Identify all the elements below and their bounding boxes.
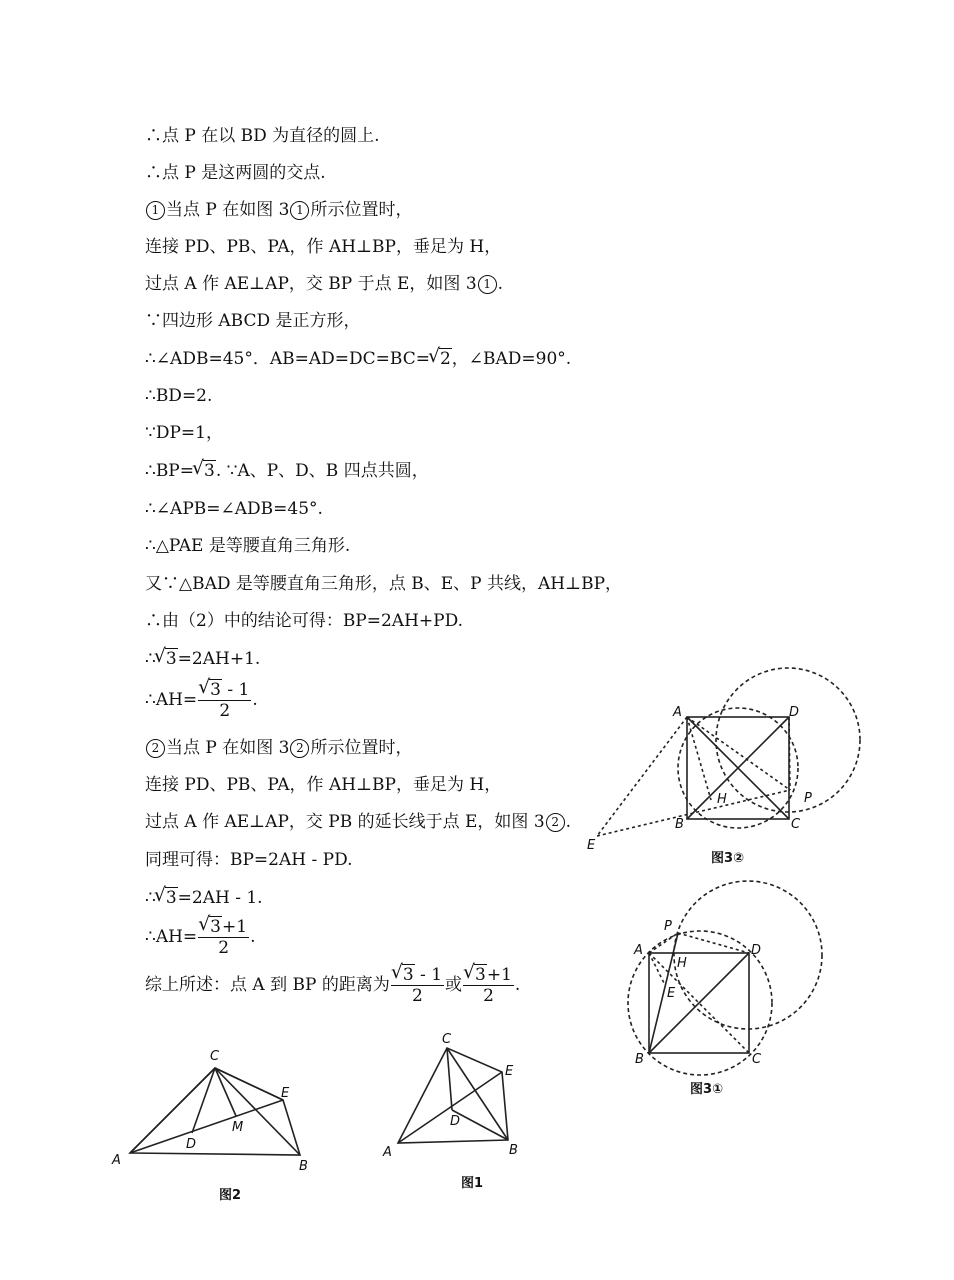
text: 连接 PD、PB、PA，作 AH⊥BP，垂足为 H， (145, 237, 502, 257)
label-e: E (667, 986, 676, 1001)
label-a: A (634, 943, 643, 958)
radicand: 3 (210, 680, 221, 700)
text: ∵DP=1， (145, 423, 223, 443)
label-e: E (587, 838, 596, 853)
label-c: C (442, 1032, 452, 1047)
text: +1 (222, 917, 248, 937)
circled-number: 2 (290, 739, 309, 758)
caption-fig1: 图1 (461, 1176, 484, 1191)
segment (452, 1110, 508, 1140)
caption-fig3-2: 图3② (711, 851, 745, 866)
text: . (565, 812, 572, 832)
caption-fig2: 图2 (219, 1188, 242, 1203)
text: . (252, 690, 258, 710)
label-a: A (112, 1153, 121, 1168)
circled-number: 1 (146, 201, 165, 220)
text: ∴△PAE 是等腰直角三角形. (145, 536, 351, 556)
label-b: B (635, 1052, 644, 1067)
text: . (514, 975, 521, 995)
denominator: 2 (483, 986, 494, 1006)
label-p: P (804, 791, 812, 806)
label-b: B (299, 1159, 308, 1174)
text: =2AH+1. (177, 649, 261, 669)
circled-number: 2 (146, 739, 165, 758)
circled-number: 2 (546, 813, 565, 832)
text: +1 (486, 965, 512, 985)
segment (649, 953, 665, 985)
denominator: 2 (218, 938, 230, 958)
text: 过点 A 作 AE⊥AP，交 PB 的延长线于点 E，如图 3 (145, 812, 545, 832)
segment (215, 1068, 236, 1116)
label-d: D (450, 1114, 461, 1129)
text: ∴∠ADB=45°．AB=AD=DC=BC= (145, 349, 430, 369)
label-b: B (509, 1143, 518, 1158)
radicand: 3 (402, 965, 414, 985)
label-e: E (281, 1086, 290, 1101)
text: =2AH - 1. (177, 888, 263, 908)
segment (687, 717, 790, 790)
figure-3-1 (628, 881, 822, 1075)
label-d: D (751, 943, 762, 958)
radicand: 3 (475, 965, 486, 985)
label-c: C (210, 1049, 220, 1064)
text: . ∵A、P、D、B 四点共圆， (215, 461, 429, 481)
denominator: 2 (219, 701, 231, 721)
label-d: D (186, 1137, 197, 1152)
text: ∴BD=2. (145, 386, 213, 406)
label-b: B (675, 817, 684, 832)
circle (716, 668, 860, 812)
label-h: H (677, 956, 687, 971)
text: ∴AH= (145, 927, 198, 947)
radicand: 3 (210, 917, 221, 937)
text: . (497, 274, 504, 294)
label-h: H (717, 792, 727, 807)
caption-fig3-1: 图3① (690, 1082, 724, 1097)
text: ∴BP= (145, 461, 194, 481)
text: ∵四边形 ABCD 是正方形， (145, 311, 361, 331)
text: 连接 PD、PB、PA，作 AH⊥BP，垂足为 H， (145, 775, 502, 795)
label-m: M (232, 1120, 244, 1135)
text: 同理可得：BP=2AH - PD. (145, 850, 353, 870)
segment (192, 1068, 215, 1133)
text: 综上所述：点 A 到 BP 的距离为 (145, 975, 390, 995)
circled-number: 1 (478, 275, 497, 294)
radicand: 3 (165, 649, 177, 669)
label-c: C (752, 1052, 762, 1067)
label-c: C (791, 817, 801, 832)
text: 过点 A 作 AE⊥AP，交 BP 于点 E，如图 3 (145, 274, 477, 294)
text: 当点 P 在如图 3 (166, 738, 290, 758)
label-a: A (383, 1145, 392, 1160)
circled-number: 1 (290, 201, 309, 220)
label-e: E (505, 1064, 514, 1079)
text: ∴AH= (145, 690, 198, 710)
figure-3-2 (597, 668, 860, 836)
text: - 1 (414, 965, 443, 985)
text: 所示位置时， (310, 738, 413, 758)
text: 所示位置时， (310, 200, 413, 220)
denominator: 2 (412, 986, 423, 1006)
segment (215, 1068, 283, 1100)
text: 当点 P 在如图 3 (166, 200, 290, 220)
label-p: P (664, 919, 672, 934)
text: ∴∠APB=∠ADB=45°. (145, 499, 323, 519)
text: 又∵△BAD 是等腰直角三角形，点 B、E、P 共线，AH⊥BP， (145, 574, 623, 594)
text: ∴点 P 在以 BD 为直径的圆上. (145, 126, 380, 146)
text: ，∠BAD=90°. (451, 349, 572, 369)
text: ∴由（2）中的结论可得：BP=2AH+PD. (145, 611, 464, 631)
radicand: 3 (204, 461, 215, 481)
outline (130, 1068, 300, 1155)
segment (447, 1048, 452, 1110)
text: - 1 (222, 680, 250, 700)
segment (130, 1100, 283, 1153)
radicand: 2 (439, 349, 451, 369)
radicand: 3 (165, 888, 177, 908)
figure-2 (130, 1068, 300, 1155)
text: ∴ (145, 888, 156, 908)
text: 或 (445, 975, 463, 995)
text: ∴ (145, 649, 156, 669)
label-a: A (673, 705, 682, 720)
label-d: D (789, 705, 800, 720)
text: . (250, 927, 256, 947)
text: ∴点 P 是这两圆的交点. (145, 163, 326, 183)
segment (130, 1068, 215, 1153)
